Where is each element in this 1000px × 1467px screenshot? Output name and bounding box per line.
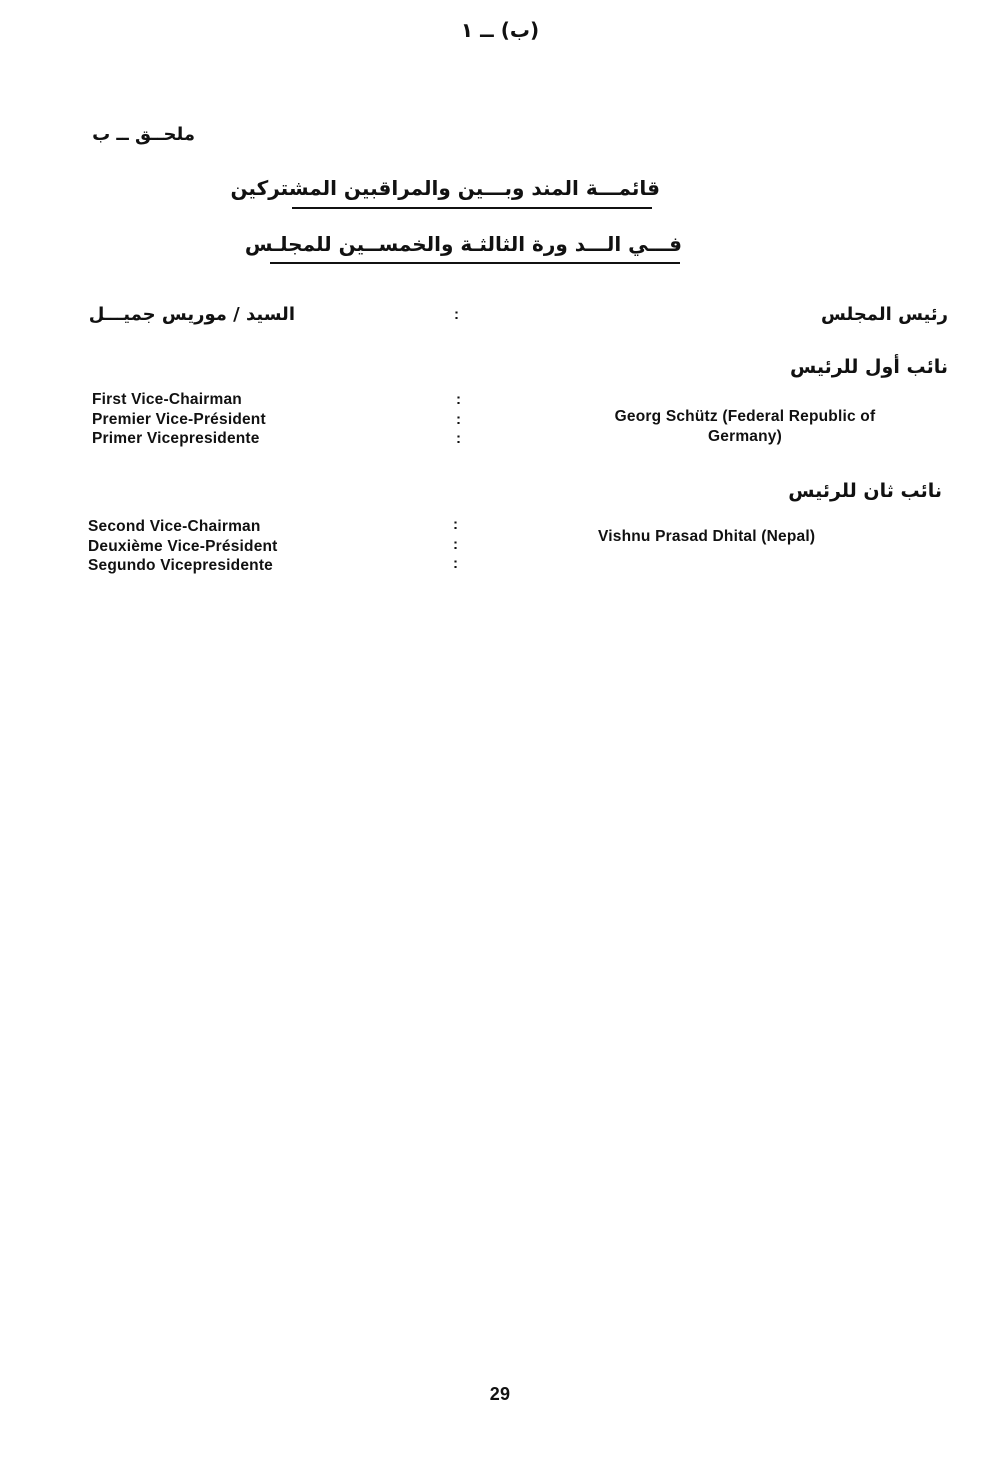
colon: : [453,535,458,553]
first-vice-title-fr: Premier Vice-Président [92,410,266,428]
first-vice-name [600,407,890,446]
second-vice-name: Vishnu Prasad Dhital (Nepal) [598,528,816,545]
first-vice-name-line-1: Georg Schütz (Federal Republic of [614,408,876,425]
colon: : [453,516,458,533]
chairman-label: رئيس المجلس [821,304,948,325]
second-vice-titles [88,517,278,576]
chairman-colon: : [454,306,459,323]
document-title-line-2: فـــي الـــد ورة الثالثـة والخمســين للمجلـس [244,232,682,256]
first-vice-titles [92,390,266,449]
colon: : [453,555,458,572]
colon: : [456,430,461,447]
first-vice-title-es: Primer Vicepresidente [92,430,260,447]
second-vice-title-es: Segundo Vicepresidente [88,557,273,574]
annex-label: ملحــق ــ ب [92,124,195,145]
chairman-name: السيد / موريس جميـــل [88,304,295,325]
second-vice-title-fr: Deuxième Vice-Président [88,537,278,555]
page-reference: (ب) ــ ١ [460,18,540,42]
document-title-line-1: قائمـــة المند وبـــين والمراقبين المشتركين [230,176,660,200]
page-number: 29 [489,1384,511,1404]
first-vice-name-line-2: Germany) [708,427,782,445]
colon: : [456,391,461,408]
colon: : [456,410,461,428]
second-vice-heading: نائب ثان للرئيس [788,480,942,502]
title-underline-1 [292,207,652,209]
first-vice-colons [456,390,461,449]
title-underline-2 [270,262,680,264]
first-vice-heading: نائب أول للرئيس [789,356,948,378]
first-vice-title-en: First Vice-Chairman [92,391,242,408]
second-vice-title-en: Second Vice-Chairman [88,518,261,535]
second-vice-colons [453,515,458,574]
